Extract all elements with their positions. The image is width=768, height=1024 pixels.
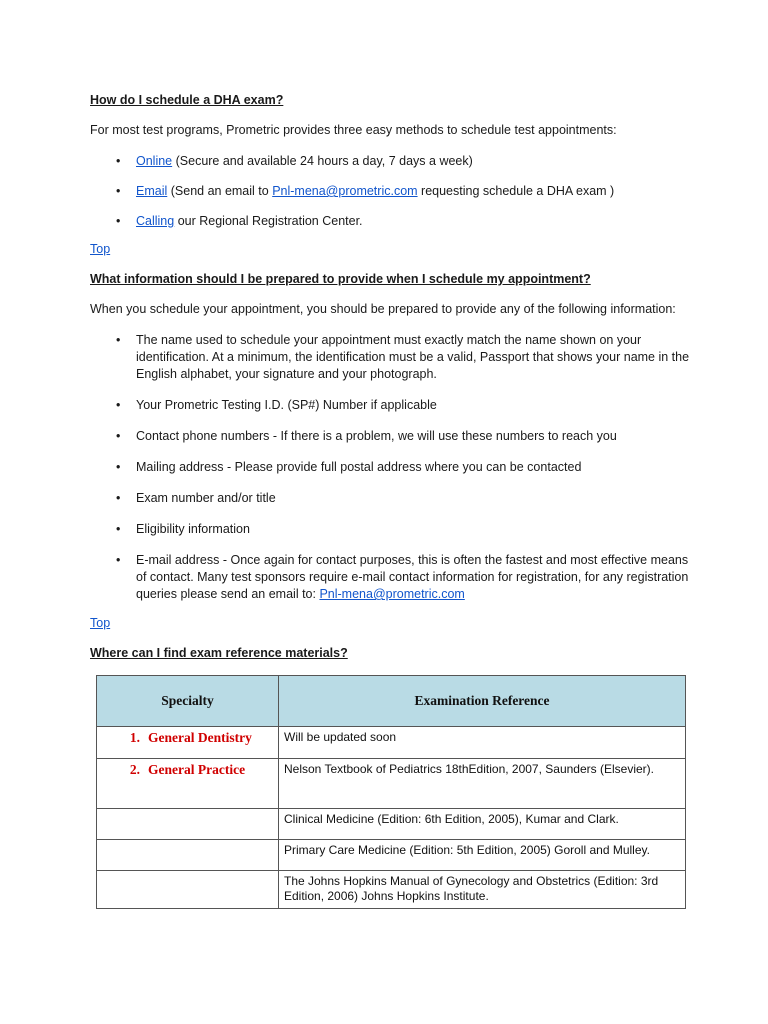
document-page — [90, 92, 690, 909]
list-item: • Contact phone numbers - If there is a problem, we will use these numbers to reach you — [136, 428, 690, 445]
schedule-methods-list — [90, 153, 690, 230]
email-link[interactable]: Email — [136, 184, 168, 198]
method-email: • Email (Send an email to Pnl-mena@prometric.com requesting schedule a DHA exam ) — [136, 183, 690, 200]
specialty-cell — [97, 809, 279, 840]
reference-cell: Primary Care Medicine (Edition: 5th Edition, 2005) Goroll and Mulley. — [279, 840, 686, 871]
question-schedule-heading: How do I schedule a DHA exam? — [90, 93, 284, 107]
reference-cell: Clinical Medicine (Edition: 6th Edition, 2005), Kumar and Clark. — [279, 809, 686, 840]
list-item: • The name used to schedule your appointment must exactly match the name shown on your identification. At a minimum, the identification must be a valid, Passport that shows your name in the English alphabet, your signature and your photograph. — [136, 332, 690, 383]
table-row — [97, 840, 686, 871]
method-online: • Online (Secure and available 24 hours a day, 7 days a week) — [136, 153, 690, 170]
method-calling: • Calling our Regional Registration Center. — [136, 213, 690, 230]
table-row — [97, 759, 686, 809]
list-item: • E-mail address - Once again for contact purposes, this is often the fastest and most effective means of contact. Many test sponsors require e-mail contact information for registration, for any registration queries please send an email to: Pnl-mena@prometric.com — [136, 552, 690, 603]
list-item: • Exam number and/or title — [136, 490, 690, 507]
reference-table — [96, 675, 686, 909]
table-row — [97, 727, 686, 759]
reference-cell: The Johns Hopkins Manual of Gynecology and Obstetrics (Edition: 3rd Edition, 2006) Johns Hopkins Institute. — [279, 871, 686, 909]
question-reference-heading: Where can I find exam reference materials? — [90, 646, 348, 660]
list-item: • Eligibility information — [136, 521, 690, 538]
schedule-intro: For most test programs, Prometric provides three easy methods to schedule test appointments: — [90, 123, 617, 137]
list-item: • Mailing address - Please provide full postal address where you can be contacted — [136, 459, 690, 476]
specialty-cell — [97, 840, 279, 871]
list-item: • Your Prometric Testing I.D. (SP#) Number if applicable — [136, 397, 690, 414]
online-link[interactable]: Online — [136, 154, 173, 168]
reference-cell: Will be updated soon — [279, 727, 686, 759]
calling-link[interactable]: Calling — [136, 214, 175, 228]
question-info-heading: What information should I be prepared to provide when I schedule my appointment? — [90, 272, 591, 286]
specialty-cell — [97, 871, 279, 909]
table-row — [97, 809, 686, 840]
header-reference: Examination Reference — [279, 676, 686, 727]
info-intro: When you schedule your appointment, you should be prepared to provide any of the following information: — [90, 302, 676, 316]
table-row — [97, 871, 686, 909]
specialty-cell: 2. General Practice — [97, 759, 279, 809]
header-specialty: Specialty — [97, 676, 279, 727]
top-link[interactable]: Top — [90, 616, 111, 630]
table-header-row — [97, 676, 686, 727]
top-link[interactable]: Top — [90, 242, 111, 256]
info-list — [90, 332, 690, 603]
registration-email-link[interactable]: Pnl-mena@prometric.com — [319, 587, 465, 601]
specialty-cell: 1. General Dentistry — [97, 727, 279, 759]
reference-cell: Nelson Textbook of Pediatrics 18thEdition, 2007, Saunders (Elsevier). — [279, 759, 686, 809]
email-address-link[interactable]: Pnl-mena@prometric.com — [272, 184, 418, 198]
